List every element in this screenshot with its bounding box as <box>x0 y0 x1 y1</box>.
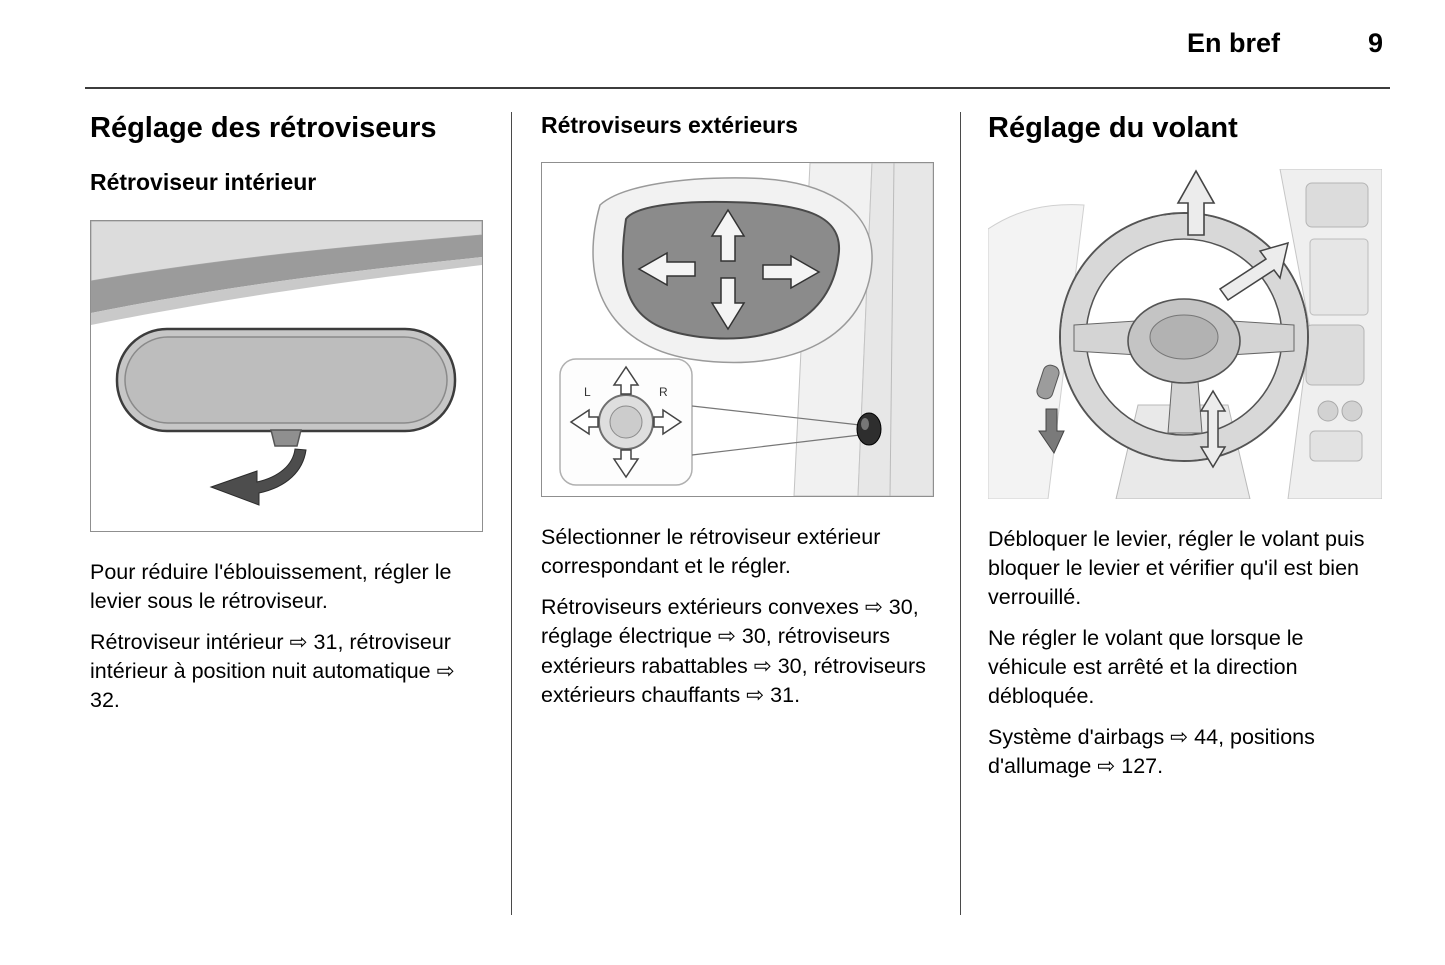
steering-wheel-drawing <box>988 169 1382 499</box>
column-divider <box>960 112 961 915</box>
exterior-mirror-illustration <box>541 162 934 497</box>
knob-left-mark: L <box>584 385 591 400</box>
mirror-control-knob <box>560 359 692 485</box>
interior-mirror-drawing <box>91 221 482 531</box>
page-header <box>0 28 1383 59</box>
column-title: Rétroviseurs extérieurs <box>541 112 798 138</box>
paragraph-cross-reference: Rétroviseur intérieur ⇨ 31, rétroviseur intérieur à position nuit automatique ⇨ 32. <box>90 629 455 712</box>
header-rule <box>85 87 1390 89</box>
paragraph: Débloquer le levier, régler le volant puis bloquer le levier et vérifier qu'il est bien verrouillé. <box>988 527 1365 610</box>
interior-mirror-illustration <box>90 220 483 532</box>
column-subtitle: Rétroviseur intérieur <box>90 169 317 196</box>
door-switch <box>857 413 881 445</box>
column-exterior-mirrors <box>541 112 934 722</box>
section-title: En bref <box>1186 28 1280 58</box>
paragraph-cross-reference: Système d'airbags ⇨ 44, positions d'allumage ⇨ 127. <box>988 725 1315 779</box>
column-title: Réglage des rétroviseurs <box>90 112 437 144</box>
mirror-lever <box>271 430 301 446</box>
steering-wheel-illustration <box>988 169 1382 499</box>
column-interior-mirror <box>90 112 483 727</box>
column-divider <box>511 112 512 915</box>
column-steering-wheel <box>988 112 1382 793</box>
paragraph: Pour réduire l'éblouissement, régler le levier sous le rétroviseur. <box>90 559 452 613</box>
lever-arrow-icon <box>211 449 306 505</box>
column-title: Réglage du volant <box>988 112 1238 144</box>
exterior-mirror-drawing <box>542 163 933 496</box>
knob-right-mark: R <box>659 385 668 400</box>
paragraph-cross-reference: Rétroviseurs extérieurs convexes ⇨ 30, réglage électrique ⇨ 30, rétroviseurs extérieurs rabattables ⇨ 30, rétroviseurs extérieurs chauffants ⇨ 31. <box>541 595 926 707</box>
paragraph: Ne régler le volant que lorsque le véhicule est arrêté et la direction débloquée. <box>988 626 1304 709</box>
page-number: 9 <box>1367 28 1383 58</box>
paragraph: Sélectionner le rétroviseur extérieur correspondant et le régler. <box>541 525 881 579</box>
